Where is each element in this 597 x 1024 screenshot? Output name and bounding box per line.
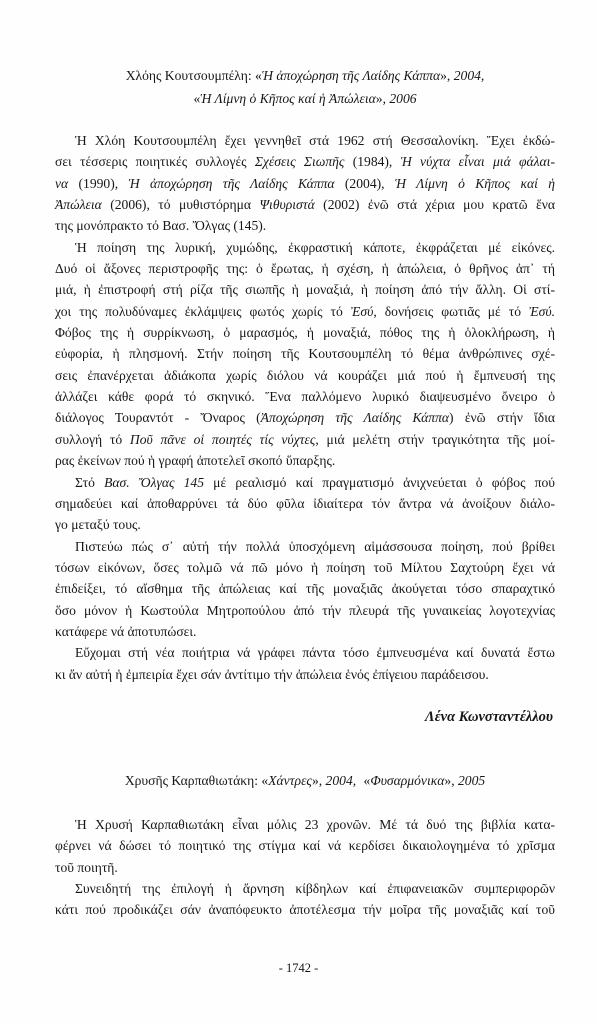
paragraph (55, 642, 555, 685)
text-line (55, 493, 555, 514)
italic-text: Ἀποχώρηση τῆς Λαίδης Κάππα (260, 410, 450, 426)
heading-text: », (444, 773, 458, 788)
italic-text: να (55, 175, 69, 191)
italic-text: Ἐσύ. (529, 303, 555, 319)
heading-text: Χλόης Κουτσουμπέλη: « (125, 68, 262, 83)
text-run: ἐπιδείξει, τό αἴσθημα τῆς ἀπώλειας καί τῆς μοναξιᾶς ἀκούγεται τόσο σπαραχτικό (55, 581, 555, 597)
heading-text: », (311, 773, 326, 788)
review-1-body (55, 130, 555, 685)
text-line (55, 578, 555, 599)
text-run: Στό (75, 474, 105, 490)
text-line (55, 407, 555, 428)
text-run: κι ἄν αὐτή ἡ ἐμπειρία ἔχει σάν ἀντίτιμο τήν ἀπώλεια ἑνός ἐπίγειου παράδεισου. (55, 666, 489, 682)
text-run: τόσων εἰκόνων, ὅσες τολμῶ νά πῶ μόνο ἡ ποίηση τοῦ Μίλτου Σαχτούρη ἔχει νά (55, 559, 555, 575)
text-run: ἀλλάζει κάθε φορά τό σκηνικό. Ἕνα παλλόμενο λυρικό διαψευσμένο ὄνειρο ὁ (55, 389, 555, 405)
italic-text: Βασ. Ὄλγας 145 (104, 474, 205, 490)
text-run: , δονήσεις φωτιᾶς μέ τό (373, 303, 530, 319)
text-line (55, 857, 555, 878)
paragraph (55, 536, 555, 643)
paragraph (55, 814, 555, 878)
publication-year: 2004, (325, 773, 357, 788)
heading-line (55, 87, 555, 110)
text-run: φέρνει νά δώσει τό ποιητικό της στίγμα καί νά κερδίσει δικαιολογημένα τό χρῖσμα (55, 838, 555, 854)
book-title: Ἡ ἀποχώρηση τῆς Λαίδης Κάππα (261, 68, 441, 83)
text-line (55, 322, 555, 343)
text-line (55, 151, 555, 172)
text-line (55, 814, 555, 835)
text-line (55, 130, 555, 151)
text-line (55, 600, 555, 621)
text-run: χοι της πολυδύναμες ἐκλάμψεις φωτός χωρίς τό (55, 303, 351, 319)
book-title: Χάντρες (268, 773, 312, 788)
italic-text: Σχέσεις Σιωπῆς (254, 154, 345, 170)
book-title: Ἡ Λίμνη ὁ Κῆπος καί ἡ Ἀπώλεια (200, 91, 376, 106)
text-run: (1984), (344, 154, 401, 170)
text-run: σεις ἐπανέρχεται ἀδιάκοπα χωρίς διόλου νά κουράζει μιά πού ἡ ἔμπνευσή της (55, 367, 555, 383)
text-run: ὅσο μόνον ἡ Κωστούλα Μητροπούλου ἀπό τήν πλευρά τῆς γυναικείας λογοτεχνίας (55, 602, 555, 618)
text-run: κάτι πού προδικάζει σάν ἀναπόφευκτο ἀποτέλεσμα τήν μοῖρα τῆς μοναξιᾶς καί τοῦ (55, 902, 555, 918)
text-line (55, 536, 555, 557)
text-line (55, 215, 555, 236)
text-run: τοῦ ποιητῆ. (55, 859, 118, 875)
italic-text: Ἐσύ (350, 303, 374, 319)
text-run: (2002) ἐνῶ στά χέρια μου κρατῶ ἕνα (314, 197, 555, 213)
text-line (55, 301, 555, 322)
text-run: (2004), (334, 175, 395, 191)
heading-line (55, 64, 555, 87)
text-run: (2006), τό μυθιστόρημα (101, 197, 260, 213)
review-2-heading (55, 770, 555, 792)
text-line (55, 450, 555, 471)
heading-text: « (193, 91, 201, 106)
publication-year: 2006 (389, 91, 417, 106)
text-run: ) ἐνῶ στήν ἴδια (449, 410, 555, 426)
italic-text: Ἡ νύχτα εἶναι μιά φάλαι- (400, 154, 555, 170)
text-run: Συνειδητή της ἐπιλογή ἡ ἄρνηση κίβδηλων καί ἐπιφανειακῶν συμπεριφορῶν (75, 881, 555, 897)
text-line (55, 557, 555, 578)
italic-text: Ψιθυριστά (259, 197, 315, 213)
text-line (55, 642, 555, 663)
text-line (55, 429, 555, 450)
text-run: διάλογος Τουραντότ - Ὄναρος ( (55, 410, 261, 426)
italic-text: Ποῦ πᾶνε οἱ ποιητές τίς νύχτες (129, 431, 316, 447)
publication-year: 2004, (453, 68, 485, 83)
text-line (55, 343, 555, 364)
text-line (55, 365, 555, 386)
text-line (55, 258, 555, 279)
text-run: κατάφερε νά ἀποτυπώσει. (55, 623, 197, 639)
italic-text: Ἡ ἀποχώρηση τῆς Λαίδης Κάππα (128, 175, 335, 191)
text-run: (1990), (68, 175, 129, 191)
heading-text: « (360, 773, 371, 788)
text-run: σημαδεύει καί ἀποθαρρύνει τά δύο φῦλα ἰδιαίτερα τόν ἄντρα νά ἀνοίξουν διάλο- (55, 495, 555, 511)
text-line (55, 279, 555, 300)
text-line (55, 514, 555, 535)
text-run: ρας ἐκείνων πού ἡ γραφή ἀποτελεῖ σκοπό ὕπαρξης. (55, 453, 336, 469)
text-line (55, 835, 555, 856)
text-run: της μονόπρακτο τό Βασ. Ὄλγας (145). (55, 218, 267, 234)
heading-text: Χρυσῆς Καρπαθιωτάκη: « (124, 773, 269, 788)
paragraph (55, 237, 555, 472)
heading-text: », (440, 68, 454, 83)
author-signature: Λένα Κωνσταντέλλου (425, 709, 553, 725)
text-run: Ἡ Χλόη Κουτσουμπέλη ἔχει γεννηθεῖ στά 1962 στή Θεσσαλονίκη. Ἔχει ἐκδώ- (75, 133, 555, 148)
italic-text: Ἀπώλεια (55, 197, 102, 213)
text-run: Ἡ Χρυσή Καρπαθιωτάκη εἶναι μόλις 23 χρονῶν. Μέ τά δυό της βιβλία κατα- (75, 817, 555, 832)
text-run: γο μεταξύ τους. (55, 517, 141, 533)
text-run: σει τέσσερις ποιητικές συλλογές (55, 154, 255, 170)
text-run: μέ ρεαλισμό καί πραγματισμό ἀνιχνεύεται ὁ φόβος πού (204, 474, 555, 490)
text-line (55, 664, 555, 685)
book-title: Φυσαρμόνικα (370, 773, 445, 788)
paragraph (55, 130, 555, 237)
text-line (55, 194, 555, 215)
text-line (55, 878, 555, 899)
text-run: Φόβος της ἡ συρρίκνωση, ὁ μαρασμός, ἡ μοναξιά, πόθος της ἡ ὁλοκλήρωση, ἡ (55, 325, 555, 341)
text-run: εὐφορία, ἡ πλησμονή. Στήν ποίηση τῆς Κουτσουμπέλη τό θέμα ἀνθρώπινες σχέ- (55, 346, 555, 362)
text-run: Δυό οἱ ἄξονες περιστροφῆς της: ὁ ἔρωτας, ἡ σχέση, ἡ ἀπώλεια, ὁ θρῆνος ἀπ᾿ τή (55, 261, 555, 277)
heading-text: », (375, 91, 390, 106)
italic-text: Ἡ Λίμνη ὁ Κῆπος καί ἡ (394, 175, 556, 191)
heading-line (55, 770, 555, 792)
paragraph (55, 472, 555, 536)
text-run: μιά, ἡ ἐπιστροφή στή ρίζα τῆς σιωπῆς ἡ μοναξιά, ἡ ποίηση ἀπό τήν ἄλλη. Οἱ στί- (55, 282, 555, 298)
text-run: συλλογή τό (55, 431, 130, 447)
text-run: , μιά μελέτη στήν τραγικότητα τῆς μοί- (315, 431, 555, 447)
review-1-heading (55, 64, 555, 110)
publication-year: 2005 (457, 773, 486, 788)
text-line (55, 173, 555, 194)
text-run: Εὔχομαι στή νέα ποιήτρια νά γράφει πάντα τόσο ἐμπνευσμένα καί δυνατά ἔστω (75, 645, 555, 661)
review-2-body (55, 814, 555, 921)
page-number: - 1742 - (278, 961, 319, 975)
text-run: Ἡ ποίηση της λυρική, χυμώδης, ἐκφραστική κάποτε, ἐκφράζεται μέ εἰκόνες. (75, 239, 555, 255)
text-line (55, 472, 555, 493)
text-line (55, 237, 555, 258)
text-run: Πιστεύω πώς σ᾿ αὐτή τήν πολλά ὑποσχόμενη αἱμάσσουσα ποίηση, πού βρίθει (75, 538, 555, 554)
text-line (55, 386, 555, 407)
paragraph (55, 878, 555, 921)
text-line (55, 899, 555, 920)
text-line (55, 621, 555, 642)
